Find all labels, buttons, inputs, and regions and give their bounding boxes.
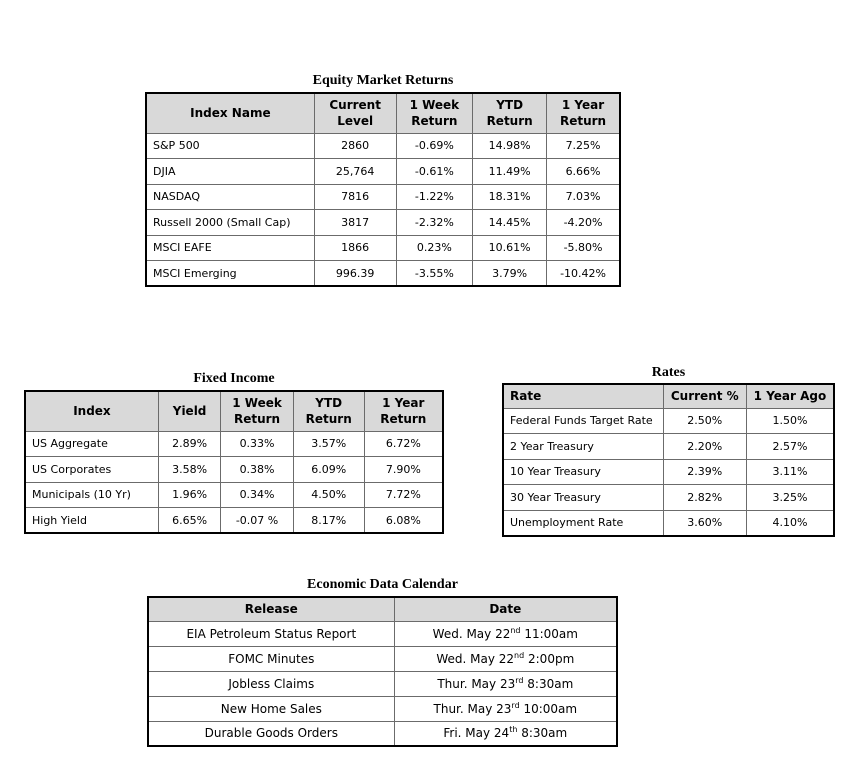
calendar-release: EIA Petroleum Status Report xyxy=(148,621,394,646)
calendar-row xyxy=(148,721,617,746)
rates-cell: 30 Year Treasury xyxy=(503,485,663,511)
equity-cell: MSCI EAFE xyxy=(146,235,314,261)
equity-row xyxy=(146,133,620,159)
equity-row xyxy=(146,159,620,185)
equity-cell: 996.39 xyxy=(314,261,396,287)
rates-cell: 2.82% xyxy=(663,485,746,511)
equity-row xyxy=(146,184,620,210)
equity-cell: 3817 xyxy=(314,210,396,236)
fixed-income-table xyxy=(24,390,444,534)
calendar-release: Jobless Claims xyxy=(148,671,394,696)
rates-row xyxy=(503,408,834,434)
date-ordinal: rd xyxy=(515,675,524,685)
rates-cell: 2.50% xyxy=(663,408,746,434)
rates-row xyxy=(503,510,834,536)
rates-cell: 2 Year Treasury xyxy=(503,434,663,460)
fi-cell: 0.33% xyxy=(221,431,293,457)
fi-cell: High Yield xyxy=(25,508,158,534)
equity-cell: -1.22% xyxy=(396,184,473,210)
calendar-date: Wed. May 22nd 11:00am xyxy=(394,621,617,646)
fi-header-4: 1 Year Return xyxy=(364,391,443,431)
equity-cell: -5.80% xyxy=(547,235,620,261)
rates-cell: 2.57% xyxy=(746,434,834,460)
equity-header-4: 1 Year Return xyxy=(547,93,620,133)
equity-cell: DJIA xyxy=(146,159,314,185)
rates-header-1: Current % xyxy=(663,384,746,408)
fi-row xyxy=(25,431,443,457)
equity-cell: Russell 2000 (Small Cap) xyxy=(146,210,314,236)
calendar-row xyxy=(148,621,617,646)
equity-cell: -10.42% xyxy=(547,261,620,287)
rates-row xyxy=(503,434,834,460)
equity-cell: 10.61% xyxy=(473,235,547,261)
date-ordinal: th xyxy=(509,725,518,735)
rates-cell: 3.25% xyxy=(746,485,834,511)
equity-row xyxy=(146,235,620,261)
rates-header-2: 1 Year Ago xyxy=(746,384,834,408)
fi-cell: 0.34% xyxy=(221,482,293,508)
equity-cell: 7816 xyxy=(314,184,396,210)
fi-cell: 1.96% xyxy=(158,482,220,508)
equity-cell: -0.61% xyxy=(396,159,473,185)
calendar-row xyxy=(148,671,617,696)
equity-cell: 2860 xyxy=(314,133,396,159)
calendar-date: Fri. May 24th 8:30am xyxy=(394,721,617,746)
calendar-header-0: Release xyxy=(148,597,394,621)
rates-cell: Federal Funds Target Rate xyxy=(503,408,663,434)
rates-cell: 3.11% xyxy=(746,459,834,485)
fi-cell: 8.17% xyxy=(293,508,364,534)
equity-cell: 7.25% xyxy=(547,133,620,159)
rates-table xyxy=(502,383,835,537)
fi-cell: 3.58% xyxy=(158,457,220,483)
equity-cell: S&P 500 xyxy=(146,133,314,159)
fi-cell: 6.65% xyxy=(158,508,220,534)
fi-cell: 7.72% xyxy=(364,482,443,508)
rates-cell: 2.39% xyxy=(663,459,746,485)
equity-cell: 25,764 xyxy=(314,159,396,185)
equity-header-1: Current Level xyxy=(314,93,396,133)
equity-title: Equity Market Returns xyxy=(312,73,454,88)
equity-cell: 11.49% xyxy=(473,159,547,185)
date-ordinal: rd xyxy=(511,700,520,710)
fi-row xyxy=(25,508,443,534)
equity-cell: 14.45% xyxy=(473,210,547,236)
equity-cell: -0.69% xyxy=(396,133,473,159)
equity-header-3: YTD Return xyxy=(473,93,547,133)
fi-cell: 6.72% xyxy=(364,431,443,457)
equity-cell: -3.55% xyxy=(396,261,473,287)
rates-row xyxy=(503,459,834,485)
calendar-date: Thur. May 23rd 10:00am xyxy=(394,696,617,721)
fi-cell: 2.89% xyxy=(158,431,220,457)
calendar-row xyxy=(148,646,617,671)
fi-cell: 0.38% xyxy=(221,457,293,483)
calendar-release: New Home Sales xyxy=(148,696,394,721)
equity-cell: NASDAQ xyxy=(146,184,314,210)
rates-cell: 1.50% xyxy=(746,408,834,434)
fi-header-1: Yield xyxy=(158,391,220,431)
fi-cell: 7.90% xyxy=(364,457,443,483)
date-ordinal: nd xyxy=(510,625,521,635)
equity-cell: 1866 xyxy=(314,235,396,261)
equity-cell: -2.32% xyxy=(396,210,473,236)
rates-header-0: Rate xyxy=(503,384,663,408)
fixed-income-title: Fixed Income xyxy=(193,371,275,386)
fi-cell: 3.57% xyxy=(293,431,364,457)
equity-row xyxy=(146,261,620,287)
equity-row xyxy=(146,210,620,236)
fi-row xyxy=(25,457,443,483)
rates-title: Rates xyxy=(651,365,686,380)
rates-cell: Unemployment Rate xyxy=(503,510,663,536)
equity-cell: 7.03% xyxy=(547,184,620,210)
calendar-release: FOMC Minutes xyxy=(148,646,394,671)
fi-header-3: YTD Return xyxy=(293,391,364,431)
fi-cell: US Aggregate xyxy=(25,431,158,457)
fi-header-0: Index xyxy=(25,391,158,431)
equity-returns-table xyxy=(145,92,621,287)
equity-cell: -4.20% xyxy=(547,210,620,236)
fi-cell: US Corporates xyxy=(25,457,158,483)
fi-cell: 6.08% xyxy=(364,508,443,534)
rates-row xyxy=(503,485,834,511)
rates-cell: 2.20% xyxy=(663,434,746,460)
rates-cell: 3.60% xyxy=(663,510,746,536)
equity-cell: 6.66% xyxy=(547,159,620,185)
equity-cell: 14.98% xyxy=(473,133,547,159)
date-ordinal: nd xyxy=(514,650,525,660)
fi-cell: 6.09% xyxy=(293,457,364,483)
fi-cell: -0.07 % xyxy=(221,508,293,534)
fi-header-2: 1 Week Return xyxy=(221,391,293,431)
equity-cell: 3.79% xyxy=(473,261,547,287)
equity-cell: 0.23% xyxy=(396,235,473,261)
calendar-date: Wed. May 22nd 2:00pm xyxy=(394,646,617,671)
equity-header-0: Index Name xyxy=(146,93,314,133)
fi-cell: 4.50% xyxy=(293,482,364,508)
calendar-title: Economic Data Calendar xyxy=(307,577,458,592)
calendar-release: Durable Goods Orders xyxy=(148,721,394,746)
calendar-header-1: Date xyxy=(394,597,617,621)
fi-row xyxy=(25,482,443,508)
economic-calendar-table xyxy=(147,596,618,747)
calendar-date: Thur. May 23rd 8:30am xyxy=(394,671,617,696)
rates-cell: 4.10% xyxy=(746,510,834,536)
calendar-row xyxy=(148,696,617,721)
equity-cell: MSCI Emerging xyxy=(146,261,314,287)
fi-cell: Municipals (10 Yr) xyxy=(25,482,158,508)
equity-cell: 18.31% xyxy=(473,184,547,210)
rates-cell: 10 Year Treasury xyxy=(503,459,663,485)
equity-header-2: 1 Week Return xyxy=(396,93,473,133)
